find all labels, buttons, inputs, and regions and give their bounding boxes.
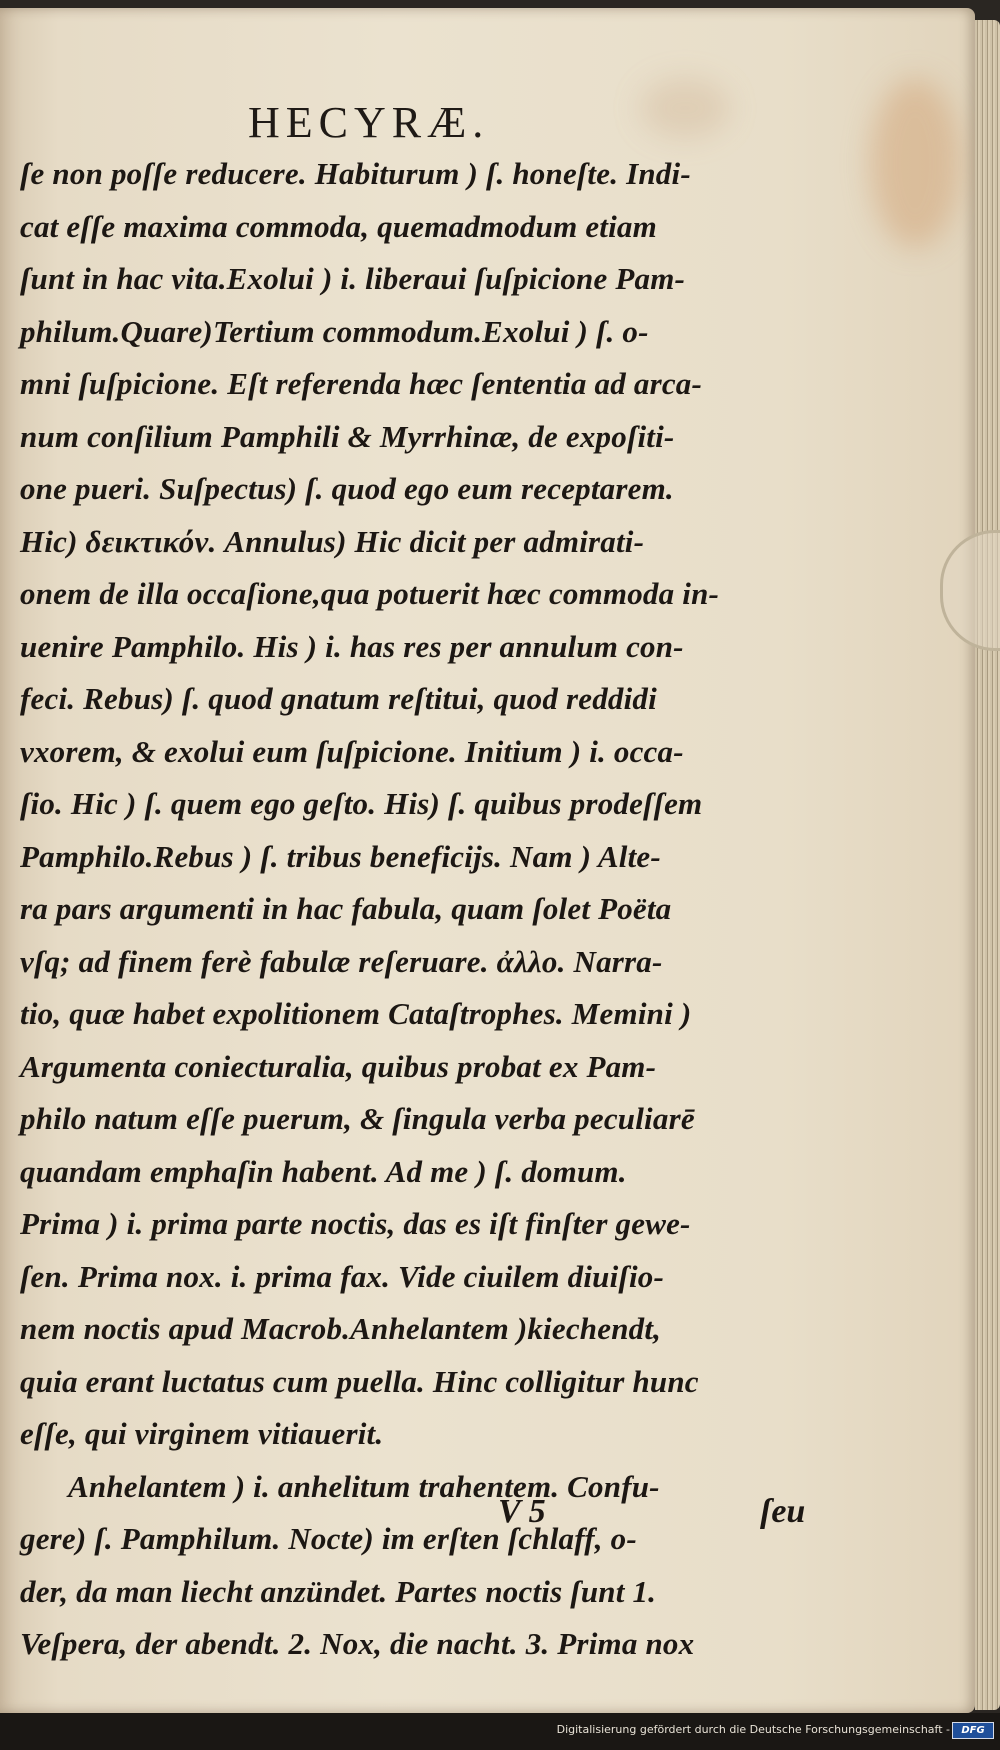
text-line: quandam emphaſin habent. Ad me ) ſ. domum. [20,1153,627,1189]
text-line: vxorem, & exolui eum ſuſpicione. Initium ) i. occa- [20,733,684,769]
text-line: eſſe, qui virginem vitiauerit. [20,1416,384,1451]
text-line: tio, quæ habet expolitionem Cataſtrophes. Memini ) [20,996,692,1031]
text-line: mni ſuſpicione. Eſt referenda hæc ſententia ad arca- [20,366,703,401]
paper-stain [870,78,960,248]
text-line: der, da man liecht anzündet. Partes noctis ſunt 1. [20,1573,657,1609]
text-line: philo natum eſſe puerum, & ſingula verba peculiarē [20,1101,695,1136]
text-line: Prima ) i. prima parte noctis, das es iſt finſter gewe- [20,1206,691,1241]
text-line: num conſilium Pamphili & Myrrhinæ, de expoſiti- [20,418,675,454]
text-line: onem de illa occaſione,qua potuerit hæc commoda in- [20,576,720,611]
catchword: ſeu [760,1493,806,1530]
text-line: uenire Pamphilo. His ) i. has res per annulum con- [20,628,684,664]
footer-bar [0,1713,1000,1750]
paper-stain [640,78,730,138]
text-line: ſunt in hac vita.Exolui ) i. liberaui ſuſpicione Pam- [20,261,686,296]
body-text [20,148,820,1671]
text-line: ſe non poſſe reducere. Habiturum ) ſ. honeſte. Indi- [20,156,691,191]
text-line: quia erant luctatus cum puella. Hinc colligitur hunc [20,1363,699,1399]
digitization-credit: Digitalisierung gefördert durch die Deutsche Forschungsgemeinschaft - [556,1723,950,1736]
text-line: one pueri. Suſpectus) ſ. quod ego eum receptarem. [20,471,674,506]
text-line: ſio. Hic ) ſ. quem ego geſto. His) ſ. quibus prodeſſem [20,786,703,821]
text-line: ra pars argumenti in hac fabula, quam ſolet Poëta [20,891,672,926]
dfg-logo: DFG [952,1722,994,1739]
text-line: feci. Rebus) ſ. quod gnatum reſtitui, quod reddidi [20,681,657,716]
text-line: ſen. Prima nox. i. prima fax. Vide ciuilem diuiſio- [20,1258,664,1294]
text-line: Hic) δεικτικόν. Annulus) Hic dicit per admirati- [20,523,645,559]
signature-mark: V 5 [498,1493,546,1530]
running-head: HECYRÆ. [248,98,490,147]
book-page [0,8,975,1713]
text-line: nem noctis apud Macrob.Anhelantem )kiechendt, [20,1311,662,1346]
text-line: philum.Quare)Tertium commodum.Exolui ) ſ. o- [20,313,649,349]
text-line: Argumenta coniecturalia, quibus probat ex Pam- [20,1048,657,1084]
text-line: vſq; ad finem ferè fabulæ reſeruare. ἀλλο. Narra- [20,943,663,979]
text-line: Veſpera, der abendt. 2. Nox, die nacht. 3. Prima nox [20,1626,695,1661]
text-line: Anhelantem ) i. anhelitum trahentem. Confu- [68,1468,660,1504]
text-line: gere) ſ. Pamphilum. Nocte) im erſten ſchlaff, o- [20,1521,637,1556]
text-line: Pamphilo.Rebus ) ſ. tribus beneficijs. Nam ) Alte- [20,838,661,874]
text-line: cat eſſe maxima commoda, quemadmodum etiam [20,208,657,244]
page-edges [975,20,1000,1710]
